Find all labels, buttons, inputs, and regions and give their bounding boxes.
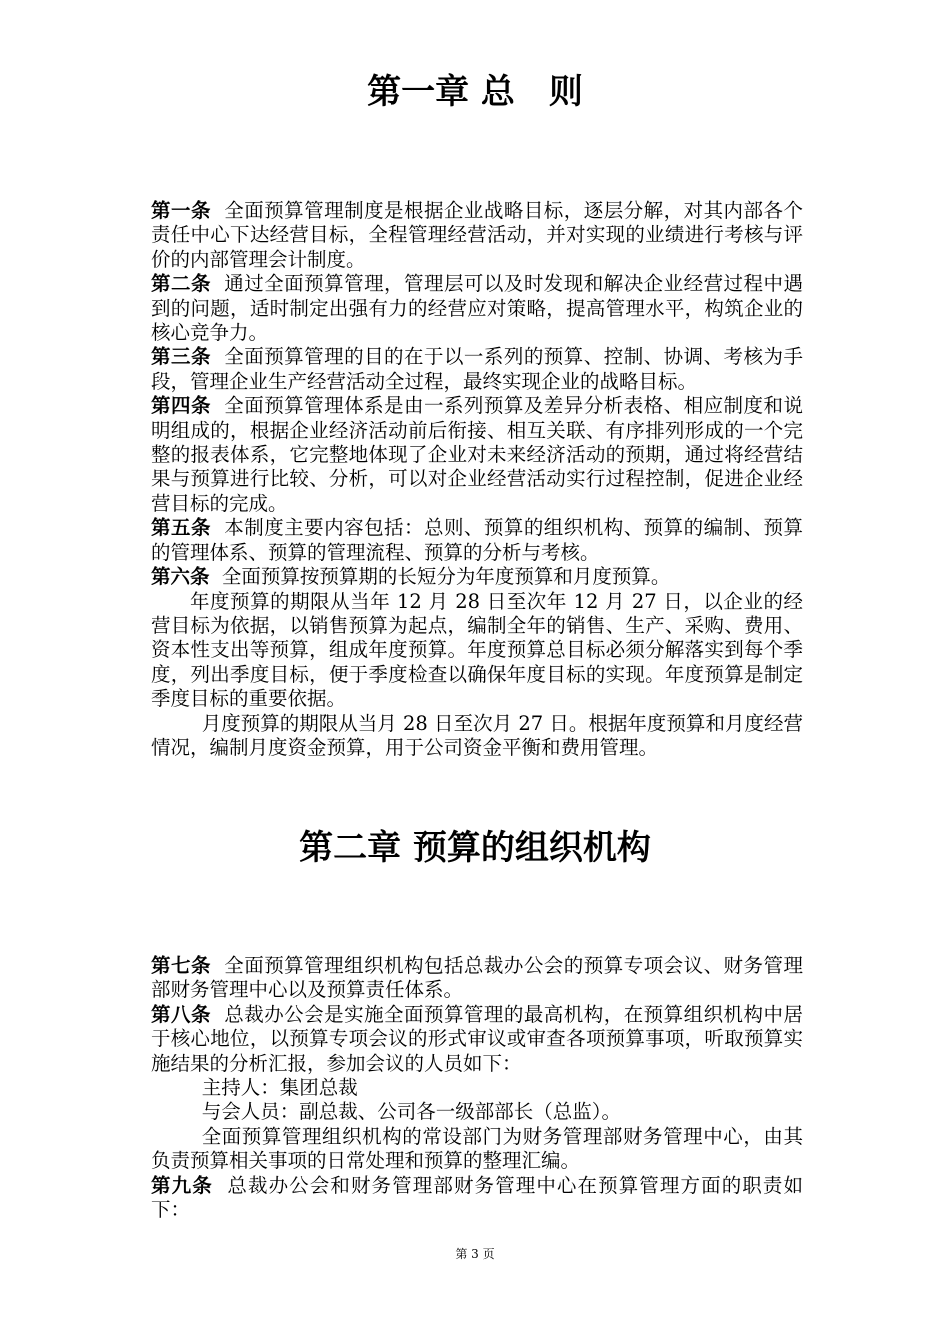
monthly-budget-paragraph: 月度预算的期限从当月 28 日至次月 27 日。根据年度预算和月度经营情况，编制月度资金预算，用于公司资金平衡和费用管理。 [151, 711, 803, 759]
chapter-1-body [151, 199, 803, 760]
article-6 [151, 565, 803, 589]
article-4 [151, 394, 803, 516]
article-text: 全面预算管理体系是由一系列预算及差异分析表格、相应制度和说明组成的，根据企业经济活动前后衔接、相互关联、有序排列形成的一个完整的报表体系，它完整地体现了企业对未来经济活动的预期，通过将经营结果与预算进行比较、分析，可以对企业经营活动实行过程控制，促进企业经营目标的完成。 [151, 394, 803, 515]
article-label: 第一条 [151, 199, 211, 222]
article-label: 第八条 [151, 1002, 211, 1026]
article-text: 本制度主要内容包括：总则、预算的组织机构、预算的编制、预算的管理体系、预算的管理流程、预算的分析与考核。 [151, 516, 803, 564]
article-label: 第七条 [151, 954, 211, 977]
article-label: 第六条 [151, 565, 210, 589]
article-text: 通过全面预算管理，管理层可以及时发现和解决企业经营过程中遇到的问题，适时制定出强有力的经营应对策略，提高管理水平，构筑企业的核心竞争力。 [151, 272, 803, 345]
article-label: 第九条 [151, 1173, 213, 1197]
meeting-attendees: 与会人员：副总裁、公司各一级部部长（总监）。 [201, 1100, 621, 1124]
article-label: 第三条 [151, 345, 211, 369]
article-text: 全面预算管理组织机构包括总裁办公会的预算专项会议、财务管理部财务管理中心以及预算责任体系。 [151, 954, 803, 1002]
article-label: 第四条 [151, 394, 211, 418]
standing-department-paragraph: 全面预算管理组织机构的常设部门为财务管理部财务管理中心，由其负责预算相关事项的日常处理和预算的整理汇编。 [151, 1124, 803, 1173]
article-text: 总裁办公会和财务管理部财务管理中心在预算管理方面的职责如下： [151, 1173, 803, 1222]
article-text: 全面预算按预算期的长短分为年度预算和月度预算。 [221, 565, 671, 589]
chapter-2-title: 第二章 预算的组织机构 [299, 828, 651, 868]
chapter-2-body [151, 954, 803, 1222]
page-number: 第 3 页 [455, 1247, 495, 1261]
article-9 [151, 1174, 803, 1223]
article-3 [151, 345, 803, 394]
chapter-1-title: 第一章 总 则 [367, 72, 583, 112]
article-5 [151, 516, 803, 565]
article-label: 第五条 [151, 516, 211, 540]
article-text: 全面预算管理制度是根据企业战略目标，逐层分解，对其内部各个责任中心下达经营目标，全程管理经营活动，并对实现的业绩进行考核与评价的内部管理会计制度。 [151, 199, 803, 271]
article-7 [151, 954, 803, 1003]
article-2 [151, 272, 803, 345]
article-label: 第二条 [151, 272, 211, 296]
article-1 [151, 199, 803, 272]
annual-budget-paragraph: 年度预算的期限从当年 12 月 28 日至次年 12 月 27 日，以企业的经营目标为依据，以销售预算为起点，编制全年的销售、生产、采购、费用、资本性支出等预算，组成年度预算。年度预算总目标必须分解落实到每个季度，列出季度目标，便于季度检查以确保年度目标的实现。年度预算是制定季度目标的重要依据。 [151, 589, 803, 711]
meeting-host: 主持人：集团总裁 [201, 1076, 358, 1100]
article-text: 总裁办公会是实施全面预算管理的最高机构，在预算组织机构中居于核心地位，以预算专项会议的形式审议或审查各项预算事项，听取预算实施结果的分析汇报，参加会议的人员如下： [151, 1002, 803, 1075]
article-text: 全面预算管理的目的在于以一系列的预算、控制、协调、考核为手段，管理企业生产经营活动全过程，最终实现企业的战略目标。 [151, 345, 803, 393]
article-8 [151, 1003, 803, 1076]
